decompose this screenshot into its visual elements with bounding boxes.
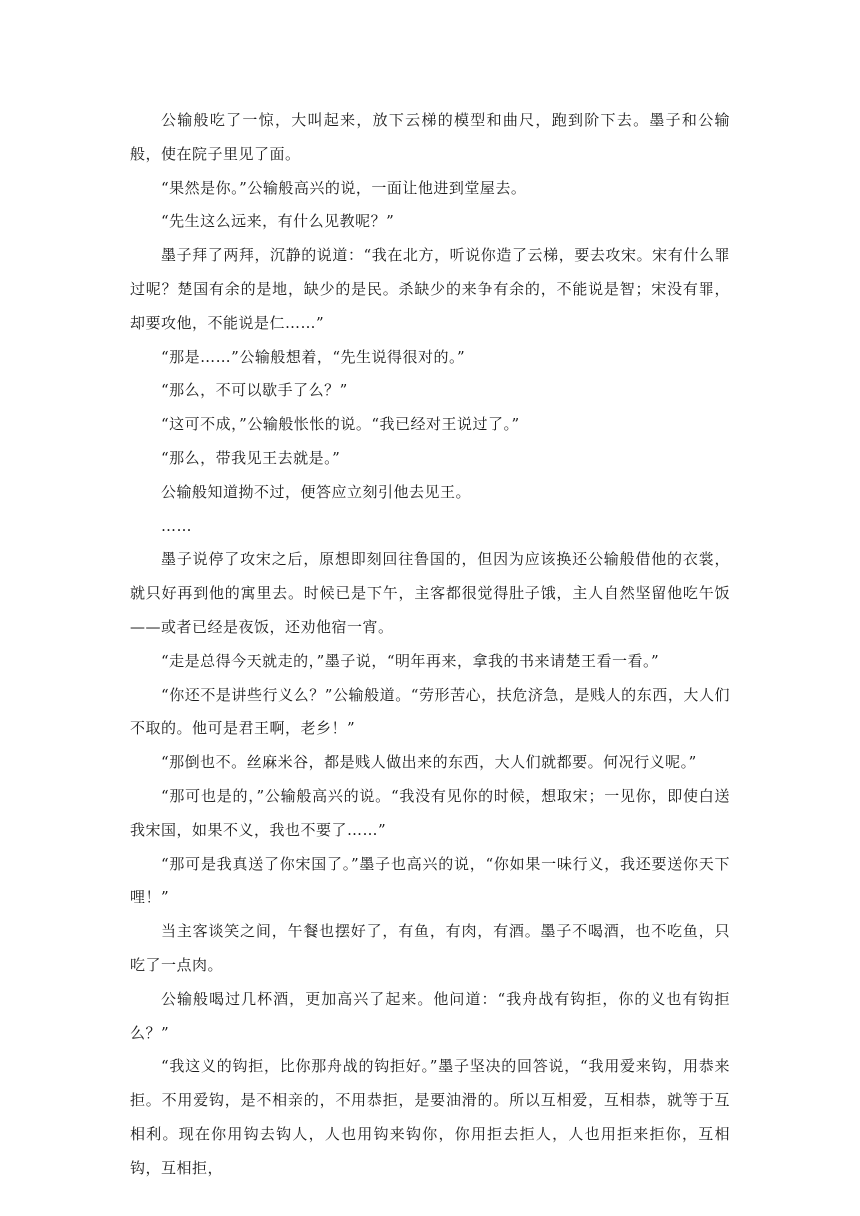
paragraph: 公输般知道拗不过，便答应立刻引他去见王。	[161, 482, 472, 501]
paragraph: “那是……”公输般想着，“先生说得很对的。”	[161, 347, 466, 366]
paragraph: 当主客谈笑之间，午餐也摆好了，有鱼，有肉，有酒。墨子不喝酒，也不吃鱼，只吃了一点肉。	[130, 922, 730, 974]
paragraph: “你还不是讲些行义么？”公输般道。“劳形苦心，扶危济急，是贱人的东西，大人们不取的。他可是君王啊，老乡！”	[130, 685, 730, 738]
paragraph: 公输般喝过几杯酒，更加高兴了起来。他问道：“我舟战有钩拒，你的义也有钩拒么？”	[130, 989, 730, 1042]
paragraph: 墨子说停了攻宋之后，原想即刻回往鲁国的，但因为应该换还公输般借他的衣裳，就只好再到他的寓里去。时候已是下午，主客都很觉得肚子饿，主人自然坚留他吃午饭——或者已经是夜饭，还劝他宿一宵。	[130, 550, 730, 636]
paragraph: “那可也是的，”公输般高兴的说。“我没有见你的时候，想取宋；一见你，即使白送我宋国，如果不义，我也不要了……”	[130, 786, 730, 839]
paragraph: “那可是我真送了你宋国了。”墨子也高兴的说，“你如果一味行义，我还要送你天下哩！”	[130, 854, 730, 907]
paragraph: “我这义的钩拒，比你那舟战的钩拒好。”墨子坚决的回答说，“我用爱来钩，用恭来拒。不用爱钩，是不相亲的，不用恭拒，是要油滑的。所以互相爱，互相恭，就等于互相利。现在你用钩去钩人，人也用钩来钩你，你用拒去拒人，人也用拒来拒你，互相钩，互相拒，	[130, 1057, 730, 1177]
paragraph: “那么，带我见王去就是。”	[161, 448, 341, 467]
paragraph: “先生这么远来，有什么见教呢？”	[161, 212, 395, 231]
paragraph: 公输般吃了一惊，大叫起来，放下云梯的模型和曲尺，跑到阶下去。墨子和公输般，使在院子里见了面。	[130, 111, 730, 163]
ellipsis-separator: ……	[161, 516, 192, 535]
document-body	[130, 104, 730, 1186]
paragraph: “走是总得今天就走的，”墨子说，“明年再来，拿我的书来请楚王看一看。”	[161, 651, 660, 670]
paragraph: “那么，不可以歇手了么？”	[161, 381, 348, 400]
paragraph: “那倒也不。丝麻米谷，都是贱人做出来的东西，大人们就都要。何况行义呢。”	[161, 753, 697, 772]
paragraph: “果然是你。”公输般高兴的说，一面让他进到堂屋去。	[161, 178, 527, 197]
paragraph: 墨子拜了两拜，沉静的说道：“我在北方，听说你造了云梯，要去攻宋。宋有什么罪过呢？楚国有余的是地，缺少的是民。杀缺少的来争有余的，不能说是智；宋没有罪，却要攻他，不能说是仁……”	[130, 246, 730, 332]
paragraph: “这可不成，”公输般怅怅的说。“我已经对王说过了。”	[161, 415, 520, 434]
